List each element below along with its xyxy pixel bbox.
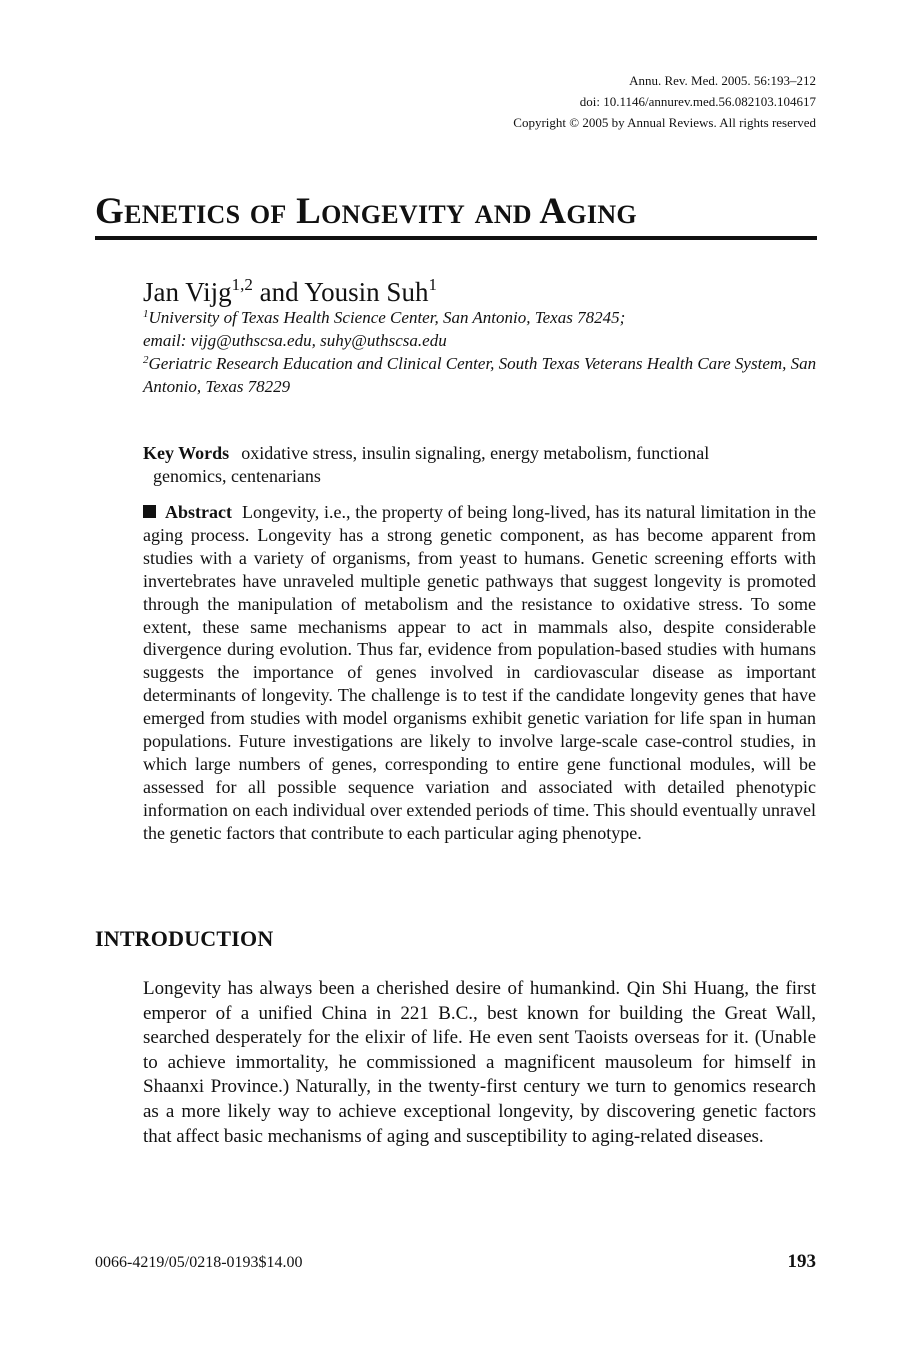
title-rule: [95, 236, 817, 240]
footer-code: 0066-4219/05/0218-0193$14.00: [95, 1254, 303, 1271]
affiliations: [143, 306, 823, 398]
keywords: [143, 442, 823, 488]
abstract-label: Abstract: [165, 502, 232, 522]
author-superscript: 1,2: [231, 275, 253, 294]
square-bullet-icon: [143, 505, 156, 518]
keywords-line-2: genomics, centenarians: [153, 466, 321, 486]
abstract-text: Longevity, i.e., the property of being long-lived, has its natural limitation in the aging process. Longevity has a strong genetic component, as has become apparent from studies with a variety of organisms, from yeast to humans. Genetic screening efforts with invertebrates have unraveled multiple genetic pathways that suggest longevity is promoted through the manipulation of metabolism and the resistance to oxidative stress. To some extent, these same mechanisms appear to act in mammals also, despite considerable divergence during evolution. Thus far, evidence from population-based studies with humans suggests the importance of genes involved in cardiovascular disease as important determinants of longevity. The challenge is to test if the candidate longevity genes that have emerged from studies with model organisms exhibit genetic variation for life span in human populations. Future investigations are likely to involve large-scale case-control studies, in which large numbers of genes, corresponding to entire gene functional modules, will be assessed for all possible sequence variation and associated with detailed phenotypic information on each individual over extended periods of time. This should eventually unravel the genetic factors that contribute to each particular aging phenotype.: [143, 502, 816, 843]
affiliation-1: $^1$University of Texas Health Science Center, San Antonio, Texas 78245;: [143, 308, 626, 327]
author-name: Jan Vijg: [143, 277, 232, 307]
copyright: Copyright © 2005 by Annual Reviews. All rights reserved: [513, 115, 816, 130]
author-superscript: 1: [428, 275, 437, 294]
affiliation-superscript: 2: [143, 354, 149, 366]
keywords-label: Key Words: [143, 443, 230, 463]
abstract: [143, 501, 816, 845]
introduction-paragraph: Longevity has always been a cherished desire of humankind. Qin Shi Huang, the first emperor of a unified China in 221 B.C., best known for building the Great Wall, searched desperately for the elixir of life. He even sent Taoists overseas for it. (Unable to achieve immortality, he commissioned a magnificent mausoleum for himself in Shaanxi Province.) Naturally, in the twenty-first century we turn to genomics research as a more likely way to achieve exceptional longevity, by discovering genetic factors that affect basic mechanisms of aging and susceptibility to aging-related diseases.: [143, 978, 816, 1147]
page-number: 193: [787, 1251, 816, 1272]
doi: doi: 10.1146/annurev.med.56.082103.104617: [579, 94, 816, 109]
article-title: Genetics of Longevity and Aging: [95, 191, 637, 232]
keywords-line-1: oxidative stress, insulin signaling, energy metabolism, functional: [241, 443, 710, 463]
citation: Annu. Rev. Med. 2005. 56:193–212: [629, 73, 816, 88]
journal-header: [513, 70, 816, 133]
author-conjunction: and: [259, 277, 299, 307]
author-name: Yousin Suh: [304, 277, 429, 307]
author-emails: email: vijg@uthscsa.edu, suhy@uthscsa.edu: [143, 331, 447, 350]
affiliation-superscript: 1: [143, 308, 149, 320]
affiliation-2: $^2$Geriatric Research Education and Clinical Center, South Texas Veterans Health Care System, San Antonio, Texas 78229: [143, 354, 817, 396]
section-heading: INTRODUCTION: [95, 926, 274, 951]
